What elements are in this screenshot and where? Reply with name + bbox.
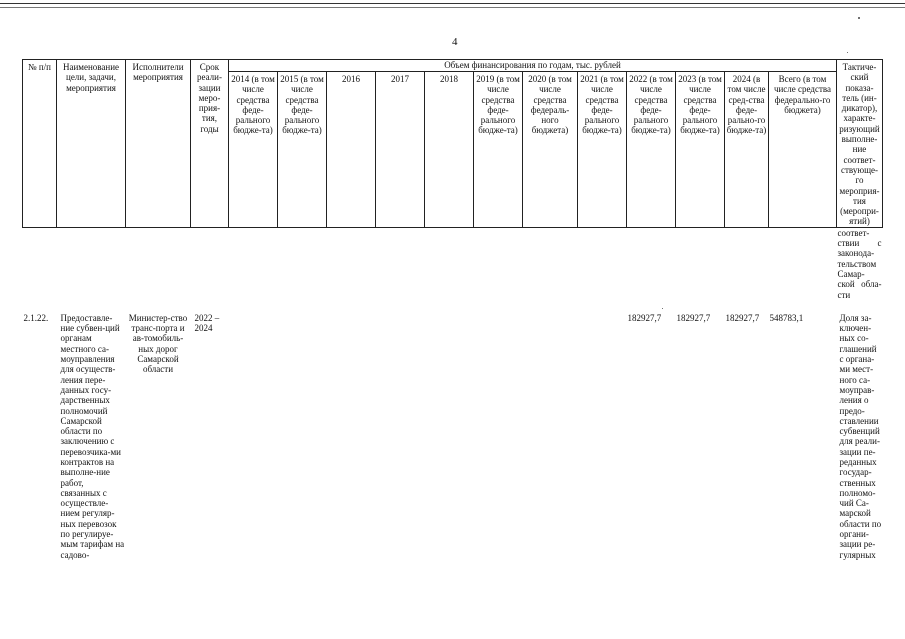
col-term-header: Срок реали-зации меро-прия-тия, годы <box>191 60 229 228</box>
year-header-2023: 2023 (в том числе средства феде-рального бюдже-та) <box>676 72 725 228</box>
year-header-2019: 2019 (в том числе средства феде-рального бюдже-та) <box>474 72 523 228</box>
col-total-header: Всего (в том числе средства федерально-го бюджета) <box>769 72 837 228</box>
year-header-2017: 2017 <box>376 72 425 228</box>
year-header-2015: 2015 (в том числе средства феде-рального бюдже-та) <box>278 72 327 228</box>
year-header-2014: 2014 (в том числе средства феде-рального бюдже-та) <box>229 72 278 228</box>
year-header-2020: 2020 (в том числе средства федераль-ного бюджета) <box>523 72 578 228</box>
funding-group-header: Объем финансирования по годам, тыс. рублей <box>229 60 837 72</box>
row-term: 2022 – 2024 <box>194 312 220 334</box>
row-indicator: Доля за-ключен-ных со-глашений с органа-ми мест-ного са-моуправ-ления о предо-ставлении субвенций для реали-зации пе-реданных государ-ственных полномо-чий Са-марской области по органи-зации ре-гулярных <box>839 312 882 560</box>
col-executor-header: Исполнители мероприятия <box>126 60 191 228</box>
value-total: 548783,1 <box>769 312 804 323</box>
col-number-header: № п/п <box>23 60 57 228</box>
year-header-2018: 2018 <box>425 72 474 228</box>
value-2023: 182927,7 <box>676 312 711 323</box>
year-header-2021: 2021 (в том числе средства феде-рального бюдже-та) <box>578 72 627 228</box>
table-row <box>23 313 883 560</box>
scan-speck <box>858 17 860 19</box>
scan-speck <box>847 52 848 53</box>
page-number: 4 <box>452 36 458 48</box>
col-name-header: Наименование цели, задачи, мероприятия <box>57 60 126 228</box>
continuation-text: соответ-ствии с законода-тельством Самар-ской обла-сти <box>837 227 882 300</box>
scan-top-border <box>0 3 905 4</box>
row-name: Предоставле-ние субвен-ций органам местного са-моуправления для осуществ-ления пере-данных госу-дарственных полномочий Самарской области по заключению с перевозчика-ми контрактов на выполне-ние работ, связанных с осуществле-нием регуляр-ных перевозок по регулируе-мым тарифам на садово- <box>60 312 125 560</box>
financing-table <box>22 59 883 560</box>
header-row-1 <box>23 60 883 72</box>
col-indicator-header: Тактиче-ский показа-тель (ин-дикатор), характе-ризующий выполне-ние соответ-ствующе-го мероприя-тия (меропри-ятий) <box>837 60 883 228</box>
row-executor: Министер-ство транс-порта и ав-томобиль-ных дорог Самарской области <box>128 312 188 375</box>
value-2024: 182927,7 <box>725 312 760 323</box>
row-number: 2.1.22. <box>23 312 49 323</box>
year-header-2016: 2016 <box>327 72 376 228</box>
scan-top-border-2 <box>0 7 905 8</box>
value-2022: 182927,7 <box>627 312 662 323</box>
continuation-row <box>23 227 883 300</box>
year-header-2024: 2024 (в том числе сред-ства феде-рально-го бюдже-та) <box>725 72 769 228</box>
year-header-2022: 2022 (в том числе средства феде-рального бюдже-та) <box>627 72 676 228</box>
